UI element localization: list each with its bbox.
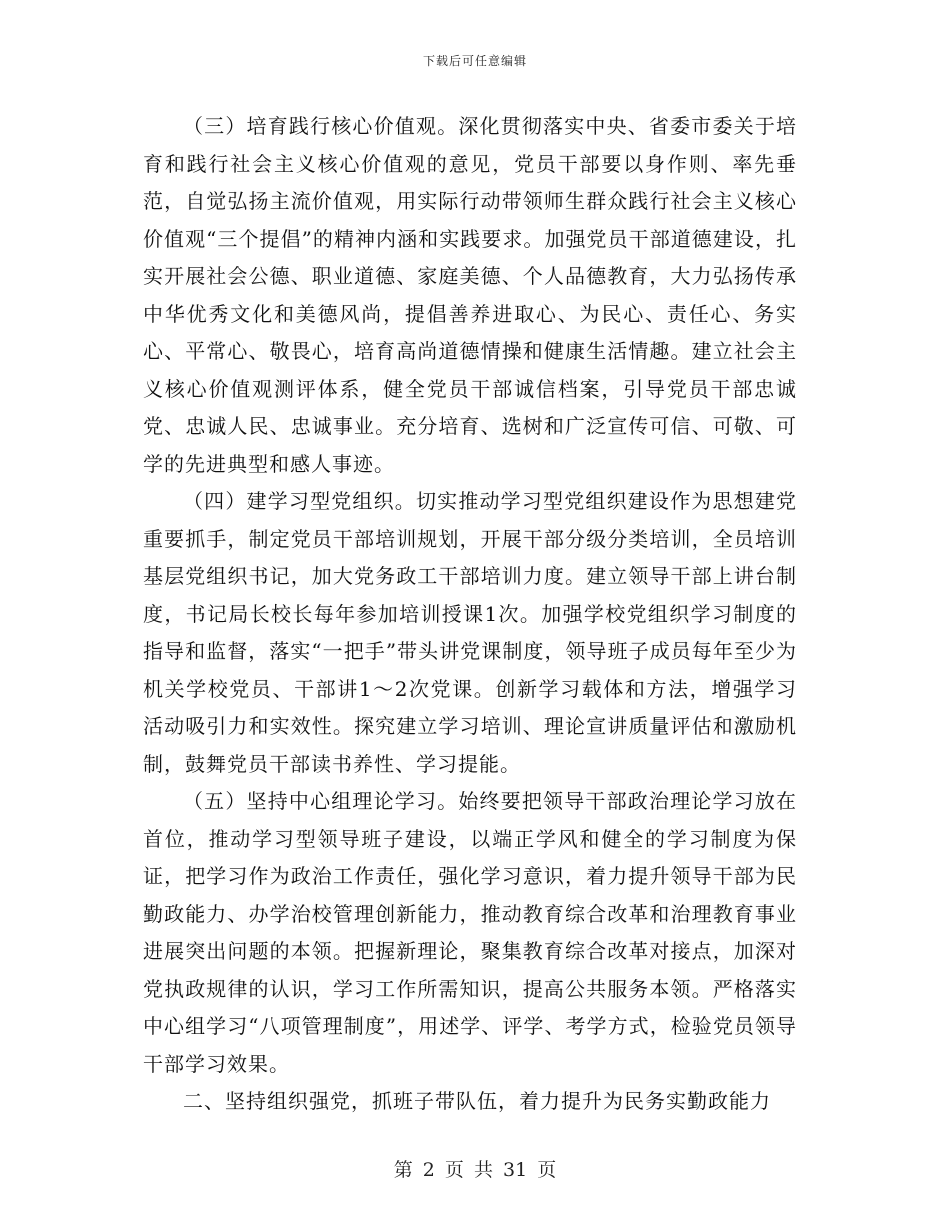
page-header-note: 下载后可任意编辑	[422, 54, 527, 68]
document-body	[143, 108, 797, 1121]
page-number: 第 2 页 共 31 页	[393, 1159, 557, 1181]
section-heading-organization: 二、坚持组织强党，抓班子带队伍，着力提升为民务实勤政能力	[183, 1089, 771, 1113]
paragraph-central-group-study: （五）坚持中心组理论学习。始终要把领导干部政治理论学习放在首位，推动学习型领导班子建设，以端正学风和健全的学习制度为保证，把学习作为政治工作责任，强化学习意识，着力提升领导干部为民勤政能力、办学治校管理创新能力，推动教育综合改革和治理教育事业进展突出问题的本领。把握新理论，聚集教育综合改革对接点，加深对党执政规律的认识，学习工作所需知识，提高公共服务本领。严格落实中心组学习“八项管理制度”，用述学、评学、考学方式，检验党员领导干部学习效果。	[143, 789, 797, 1076]
paragraph-learning-organization: （四）建学习型党组织。切实推动学习型党组织建设作为思想建党重要抓手，制定党员干部培训规划，开展干部分级分类培训，全员培训基层党组织书记，加大党务政工干部培训力度。建立领导干部上讲台制度，书记局长校长每年参加培训授课1次。加强学校党组织学习制度的指导和监督，落实“一把手”带头讲党课制度，领导班子成员每年至少为机关学校党员、干部讲1～2次党课。创新学习载体和方法，增强学习活动吸引力和实效性。探究建立学习培训、理论宣讲质量评估和激励机制，鼓舞党员干部读书养性、学习提能。	[143, 489, 797, 776]
paragraph-values: （三）培育践行核心价值观。深化贯彻落实中央、省委市委关于培育和践行社会主义核心价值观的意见，党员干部要以身作则、率先垂范，自觉弘扬主流价值观，用实际行动带领师生群众践行社会主义核心价值观“三个提倡”的精神内涵和实践要求。加强党员干部道德建设，扎实开展社会公德、职业道德、家庭美德、个人品德教育，大力弘扬传承中华优秀文化和美德风尚，提倡善养进取心、为民心、责任心、务实心、平常心、敬畏心，培育高尚道德情操和健康生活情趣。建立社会主义核心价值观测评体系，健全党员干部诚信档案，引导党员干部忠诚党、忠诚人民、忠诚事业。充分培育、选树和广泛宣传可信、可敬、可学的先进典型和感人事迹。	[143, 114, 797, 476]
